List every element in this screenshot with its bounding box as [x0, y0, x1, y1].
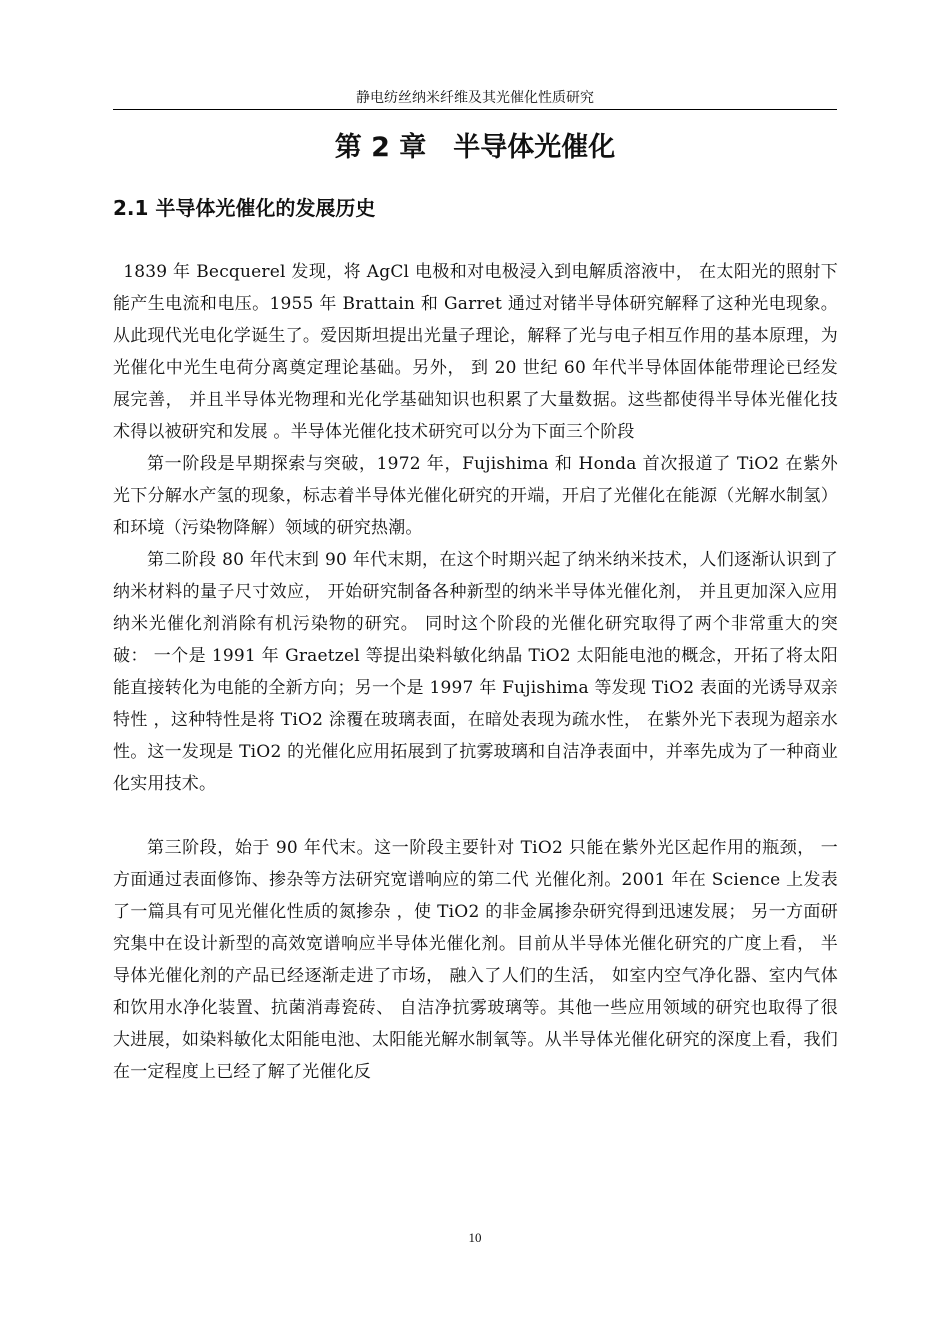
paragraph-stage-three: 第三阶段，始于 90 年代末。这一阶段主要针对 TiO2 只能在紫外光区起作用的瓶颈， 一方面通过表面修饰、掺杂等方法研究宽谱响应的第二代 光催化剂。2001 年在 Science 上发表了一篇具有可见光催化性质的氮掺杂 ，使 TiO2 的非金属掺杂研究得到迅速发展； 另一方面研究集中在设计新型的高效宽谱响应半导体光催化剂。目前从半导体光催化研究的广度上看， 半导体光催化剂的产品已经逐渐走进了市场， 融入了人们的生活， 如室内空气净化器、室内气体和饮用水净化装置、抗菌消毒瓷砖、 自洁净抗雾玻璃等。其他一些应用领域的研究也取得了很大进展，如染料敏化太阳能电池、太阳能光解水制氧等。从半导体光催化研究的深度上看，我们在一定程度上已经了解了光催化反 — [113, 838, 838, 1082]
header-rule — [113, 109, 837, 110]
paragraph-gap — [113, 800, 838, 832]
running-header: 静电纺丝纳米纤维及其光催化性质研究 — [356, 90, 594, 106]
section-title: 2.1 半导体光催化的发展历史 — [113, 196, 376, 220]
paragraph-stage-two: 第二阶段 80 年代末到 90 年代末期，在这个时期兴起了纳米纳米技术，人们逐渐认识到了纳米材料的量子尺寸效应， 开始研究制备各种新型的纳米半导体光催化剂， 并且更加深入应用纳米光催化剂消除有机污染物的研究。 同时这个阶段的光催化研究取得了两个非常重大的突破： 一个是 1991 年 Graetzel 等提出染料敏化纳晶 TiO2 太阳能电池的概念，开拓了将太阳能直接转化为电能的全新方向；另一个是 1997 年 Fujishima 等发现 TiO2 表面的光诱导双亲特性 ，这种特性是将 TiO2 涂覆在玻璃表面，在暗处表现为疏水性， 在紫外光下表现为超亲水性。这一发现是 TiO2 的光催化应用拓展到了抗雾玻璃和自洁净表面中，并率先成为了一种商业化实用技术。 — [113, 550, 838, 794]
paragraph-stage-one: 第一阶段是早期探索与突破，1972 年，Fujishima 和 Honda 首次报道了 TiO2 在紫外光下分解水产氢的现象，标志着半导体光催化研究的开端，开启了光催化在能源（光解水制氢）和环境（污染物降解）领域的研究热潮。 — [113, 454, 838, 538]
chapter-title: 第 2 章 半导体光催化 — [334, 132, 616, 163]
page-number: 10 — [468, 1230, 482, 1245]
body-text — [113, 256, 838, 1088]
paragraph-intro: 1839 年 Becquerel 发现，将 AgCl 电极和对电极浸入到电解质溶液中， 在太阳光的照射下能产生电流和电压。1955 年 Brattain 和 Garret 通过对锗半导体研究解释了这种光电现象。从此现代光电化学诞生了。爱因斯坦提出光量子理论，解释了光与电子相互作用的基本原理，为光催化中光生电荷分离奠定理论基础。另外， 到 20 世纪 60 年代半导体固体能带理论已经发展完善， 并且半导体光物理和光化学基础知识也积累了大量数据。这些都使得半导体光催化技术得以被研究和发展 。半导体光催化技术研究可以分为下面三个阶段 — [113, 262, 838, 442]
